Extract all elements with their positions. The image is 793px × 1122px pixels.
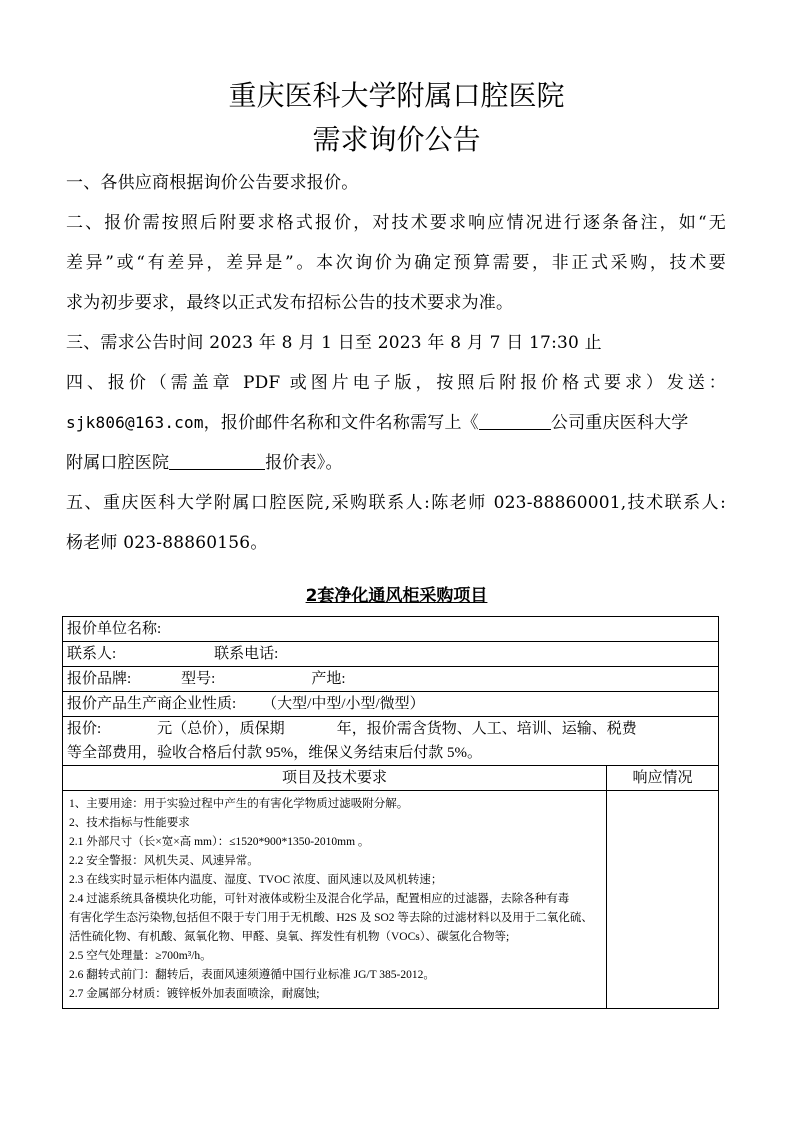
notice-item-4-text-a: ，报价邮件名称和文件名称需写上《 [203, 413, 479, 433]
requirement-line: 2.7 金属部分材质：镀锌板外加表面喷涂，耐腐蚀; [69, 988, 320, 1000]
requirement-line: 2.4 过滤系统具备模块化功能，可针对液体或粉尘及混合化学品，配置相应的过滤器，去除各种有毒 [69, 893, 570, 905]
notice-item-4-line-3 [66, 443, 726, 483]
notice-item-4-line-1: 四、报价（需盖章 PDF 或图片电子版，按照后附报价格式要求）发送： [66, 373, 726, 393]
price-row[interactable] [63, 717, 719, 766]
requirement-line: 2、技术指标与性能要求 [69, 817, 190, 829]
requirement-line: 有害化学生态污染物,包括但不限于专门用于无机酸、H2S 及 SO2 等去除的过滤材料以及用于二氧化硫、 [69, 912, 593, 924]
notice-item-4-line-2 [66, 403, 726, 443]
notice-item-2-line-2: 差异”或“有差异，差异是”。本次询价为确定预算需要，非正式采购，技术要 [66, 253, 726, 273]
column-header-items: 项目及技术要求 [63, 766, 607, 791]
price-label: 报价: [67, 721, 102, 737]
company-name-blank[interactable] [479, 411, 551, 430]
contact-person-label: 联系人: [67, 646, 117, 662]
price-payment-terms: 等全部费用，验收合格后付款 95%，维保义务结束后付款 5%。 [67, 745, 482, 761]
enterprise-nature-row[interactable] [63, 692, 719, 717]
quote-unit-label: 报价单位名称: [67, 621, 162, 637]
requirement-line: 活性硫化物、有机酸、氮氧化物、甲醛、臭氧、挥发性有机物（VOCs）、碳氢化合物等; [69, 931, 510, 943]
requirement-line: 2.3 在线实时显示柜体内温度、湿度、TVOC 浓度、面风速以及风机转速； [69, 874, 443, 886]
notice-item-3: 三、需求公告时间 2023 年 8 月 1 日至 2023 年 8 月 7 日 17:30 止 [66, 333, 602, 353]
requirement-line: 1、主要用途：用于实验过程中产生的有害化学物质过滤吸附分解。 [69, 798, 409, 810]
requirement-line: 2.1 外部尺寸（长×宽×高 mm）：≤1520*900*1350-2010mm 。 [69, 836, 370, 848]
price-year-text: 年，报价需含货物、人工、培训、运输、税费 [336, 721, 637, 737]
requirement-line: 2.2 安全警报：风机失灵、风速异常。 [69, 855, 259, 867]
price-unit-text: 元（总价），质保期 [157, 721, 285, 737]
project-name-blank[interactable] [169, 451, 265, 470]
quote-unit-field[interactable] [63, 617, 719, 642]
email-link[interactable]: sjk806@163.com [66, 413, 204, 432]
requirements-cell [63, 791, 607, 1009]
notice-item-5-line-1: 五、重庆医科大学附属口腔医院,采购联系人:陈老师 023-88860001,技术联系人: [66, 493, 726, 513]
brand-row[interactable] [63, 667, 719, 692]
response-cell[interactable] [607, 791, 719, 1009]
notice-item-4-text-d: 报价表》。 [265, 453, 343, 473]
contact-phone-label: 联系电话: [214, 646, 279, 662]
contact-row[interactable] [63, 642, 719, 667]
notice-item-4-text-c: 附属口腔医院 [66, 453, 170, 473]
enterprise-options: （大型/中型/小型/微型） [262, 696, 425, 712]
model-label: 型号: [181, 671, 216, 687]
project-title-text: 套净化通风柜采购项目 [317, 586, 488, 606]
enterprise-nature-label: 报价产品生产商企业性质: [67, 696, 237, 712]
quote-form-table [62, 616, 719, 1009]
document-title-line1: 重庆医科大学附属口腔医院 [228, 79, 565, 112]
notice-section [66, 163, 726, 563]
notice-item-1: 一、各供应商根据询价公告要求报价。 [66, 173, 359, 193]
notice-item-4-text-b: 公司重庆医科大学 [550, 413, 689, 433]
column-header-response: 响应情况 [607, 766, 719, 791]
requirement-line: 2.5 空气处理量：≥700m³/h。 [69, 950, 212, 962]
project-title [0, 584, 793, 608]
project-title-number: 2 [305, 586, 318, 606]
document-title-line2: 需求询价公告 [312, 123, 481, 156]
requirement-line: 2.6 翻转式前门：翻转后，表面风速须遵循中国行业标准 JG/T 385-2012。 [69, 969, 435, 981]
origin-label: 产地: [311, 671, 346, 687]
notice-item-2-line-3: 求为初步要求，最终以正式发布招标公告的技术要求为准。 [66, 293, 514, 313]
brand-label: 报价品牌: [67, 671, 132, 687]
notice-item-5-line-2: 杨老师 023-88860156。 [66, 533, 268, 553]
notice-item-2-line-1: 二、报价需按照后附要求格式报价，对技术要求响应情况进行逐条备注，如“无 [66, 213, 726, 233]
